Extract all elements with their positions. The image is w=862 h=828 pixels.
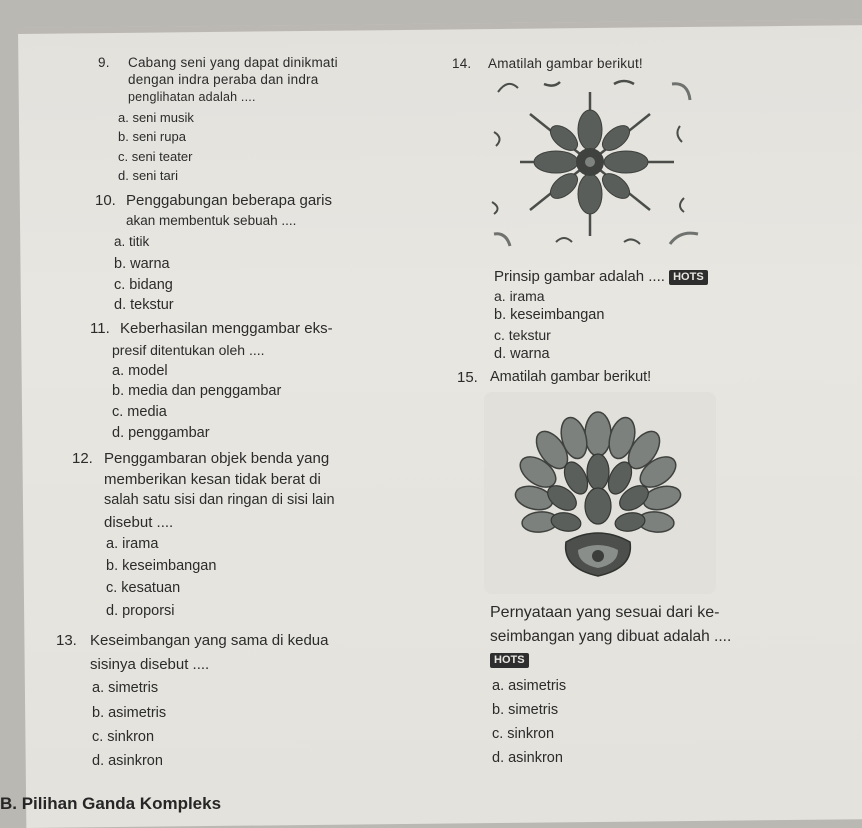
q13-number: 13.: [56, 632, 77, 649]
q14-figure: [484, 74, 709, 254]
q11-line-1: Keberhasilan menggambar eks-: [120, 320, 333, 337]
q12-line-3: salah satu sisi dan ringan di sisi lain: [104, 492, 335, 508]
q11-option-d[interactable]: d. penggambar: [112, 425, 210, 441]
q14-hots-badge: HOTS: [669, 270, 708, 285]
q15-option-c[interactable]: c. sinkron: [492, 726, 555, 742]
q14-option-b[interactable]: b. keseimbangan: [494, 307, 605, 323]
q14-option-a[interactable]: a. irama: [494, 288, 545, 304]
q13-option-d[interactable]: d. asinkron: [92, 753, 163, 769]
q9-line-1: Cabang seni yang dapat dinikmati: [128, 55, 338, 70]
q9-option-a[interactable]: a. seni musik: [118, 110, 194, 125]
q15-figure: [484, 392, 716, 594]
q12-option-d[interactable]: d. proporsi: [106, 603, 175, 619]
q11-option-b[interactable]: b. media dan penggambar: [112, 383, 282, 399]
q10-line-2: akan membentuk sebuah ....: [126, 213, 297, 228]
q13-line-1: Keseimbangan yang sama di kedua: [90, 632, 329, 649]
q10-option-b[interactable]: b. warna: [114, 256, 170, 272]
q15-number: 15.: [457, 369, 478, 386]
q14-number: 14.: [452, 56, 472, 71]
q13-line-2: sisinya disebut ....: [90, 656, 210, 673]
section-heading: B. Pilihan Ganda Kompleks: [0, 794, 222, 813]
q15-hots-badge-wrap: [490, 652, 529, 670]
q13-option-c[interactable]: c. sinkron: [92, 729, 155, 745]
q10-number: 10.: [95, 192, 116, 209]
q14-question: [494, 268, 708, 285]
q11-number: 11.: [90, 320, 110, 337]
q9-option-c[interactable]: c. seni teater: [118, 149, 193, 164]
q9-number: 9.: [98, 55, 110, 70]
q15-hots-badge: HOTS: [490, 653, 529, 668]
q9-option-d[interactable]: d. seni tari: [118, 168, 178, 183]
q15-line-2: seimbangan yang dibuat adalah ....: [490, 628, 732, 645]
q13-option-b[interactable]: b. asimetris: [92, 705, 167, 721]
q15-option-d[interactable]: d. asinkron: [492, 750, 563, 766]
q13-option-a[interactable]: a. simetris: [92, 680, 159, 696]
q9-line-2: dengan indra peraba dan indra: [128, 72, 319, 87]
q15-option-a[interactable]: a. asimetris: [492, 678, 567, 694]
q11-option-c[interactable]: c. media: [112, 404, 167, 420]
q14-option-d[interactable]: d. warna: [494, 346, 550, 362]
q15-peacock-fan-ornament: [484, 392, 716, 594]
q15-line-1: Pernyataan yang sesuai dari ke-: [490, 604, 720, 621]
q14-question-text: Prinsip gambar adalah ....: [494, 268, 665, 285]
q14-option-c[interactable]: c. tekstur: [494, 327, 551, 343]
page-top-edge: [18, 19, 862, 34]
q15-option-b[interactable]: b. simetris: [492, 702, 559, 718]
q12-option-c[interactable]: c. kesatuan: [106, 580, 181, 596]
q12-line-4: disebut ....: [104, 514, 174, 531]
q15-prompt: Amatilah gambar berikut!: [490, 369, 652, 385]
q9-option-b[interactable]: b. seni rupa: [118, 129, 186, 144]
q12-number: 12.: [72, 450, 93, 467]
q10-option-c[interactable]: c. bidang: [114, 277, 173, 293]
q11-option-a[interactable]: a. model: [112, 363, 168, 379]
q11-line-2: presif ditentukan oleh ....: [112, 342, 265, 358]
q10-option-a[interactable]: a. titik: [114, 234, 150, 249]
q12-option-a[interactable]: a. irama: [106, 536, 159, 552]
q9-line-3: penglihatan adalah ....: [128, 90, 256, 104]
q10-option-d[interactable]: d. tekstur: [114, 297, 174, 313]
q10-line-1: Penggabungan beberapa garis: [126, 192, 333, 209]
q12-line-1: Penggambaran objek benda yang: [104, 450, 330, 467]
q12-line-2: memberikan kesan tidak berat di: [104, 471, 321, 488]
q12-option-b[interactable]: b. keseimbangan: [106, 558, 217, 574]
q14-prompt: Amatilah gambar berikut!: [488, 56, 643, 71]
q14-flower-star-illustration: [484, 74, 709, 254]
